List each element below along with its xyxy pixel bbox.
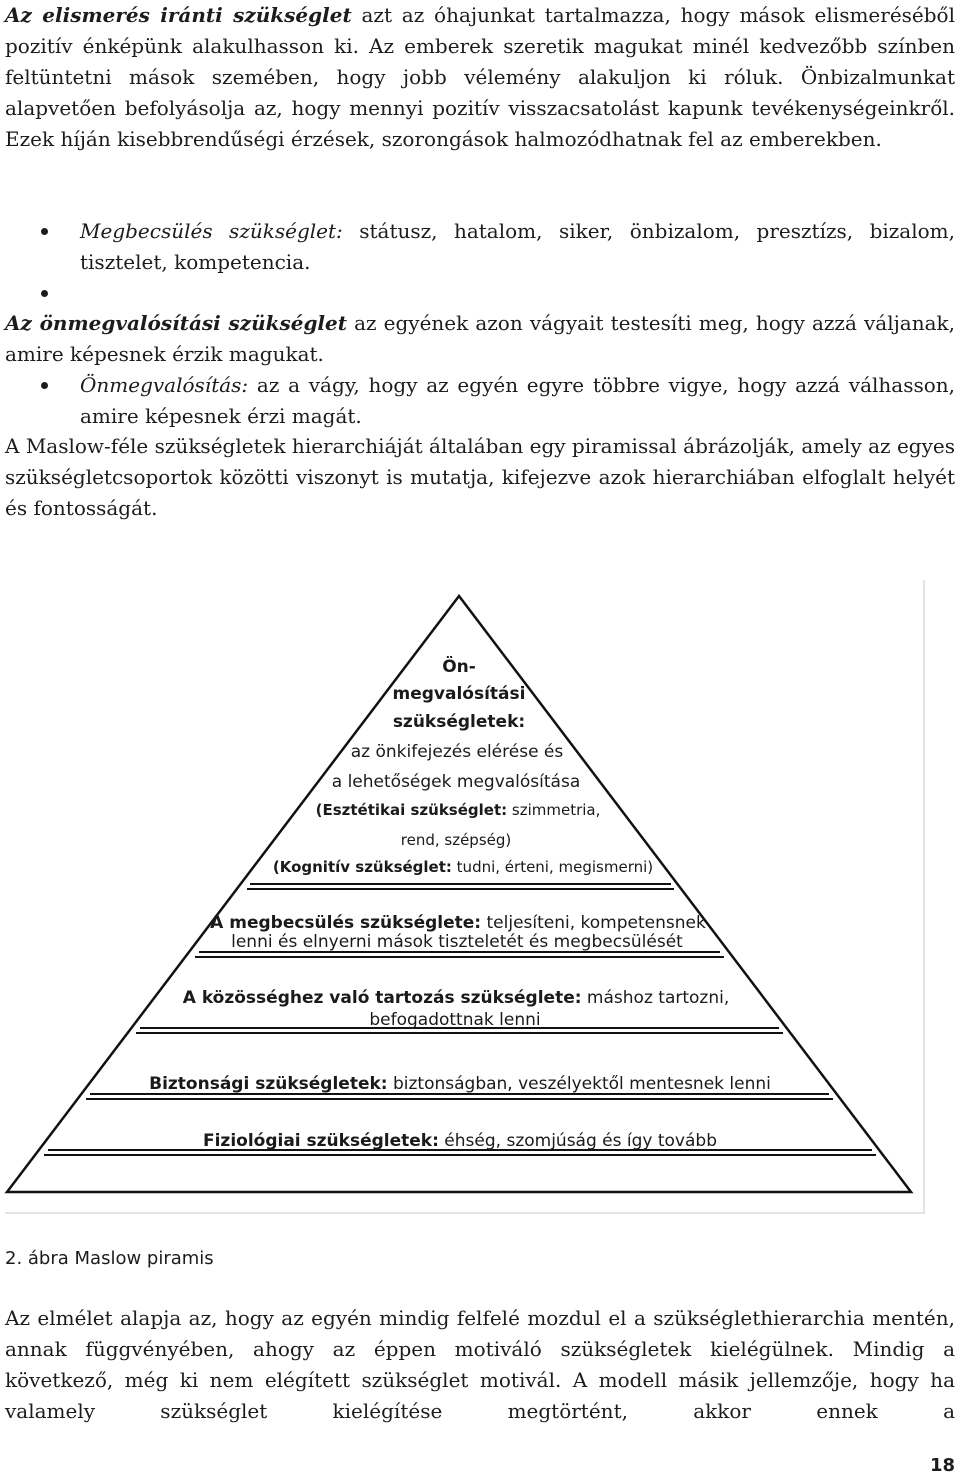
esteem-level-line2: lenni és elnyerni mások tiszteletét és megbecsülését bbox=[231, 932, 683, 952]
physiological-level bbox=[203, 1131, 717, 1151]
top-title-line1: Ön- bbox=[442, 657, 476, 677]
bullet-body: státusz, hatalom, siker, önbizalom, presztízs, bizalom, tisztelet, kompetencia. bbox=[80, 219, 955, 274]
esteem-level-label: A megbecsülés szükséglete: bbox=[210, 913, 482, 933]
term-self-actualization-need: Az önmegvalósítási szükséglet bbox=[5, 311, 347, 335]
cognitive-need bbox=[273, 858, 653, 876]
bullet-term: Megbecsülés szükséglet: bbox=[80, 219, 343, 243]
paragraph-text: az egyének azon vágyait testesíti meg, hogy azzá váljanak, amire képesnek érzik magukat. bbox=[5, 311, 955, 366]
bullet-term: Önmegvalósítás: bbox=[80, 373, 249, 397]
bullet-body: az a vágy, hogy az egyén egyre többre vigye, hogy azzá válhasson, amire képesnek érzi magát. bbox=[80, 373, 955, 428]
aesthetic-need-label: (Esztétikai szükséglet: bbox=[315, 801, 508, 819]
cognitive-need-label: (Kognitív szükséglet: bbox=[272, 858, 452, 876]
physiological-level-label: Fiziológiai szükségletek: bbox=[202, 1131, 439, 1151]
paragraph-text: azt az óhajunkat tartalmazza, hogy mások elismeréséből pozitív énképünk alakulhasson ki. Az emberek szeretik magukat minél kedvezőbb színben feltüntetni mások szemében, hogy jobb vélemény alakuljon ki róluk. Önbizalmunkat alapvetően befolyásolja az, hogy mennyi pozitív visszacsatolást kapunk tevékenységeinkről. Ezek híján kisebbrendűségi érzések, szorongások halmozódhatnak fel az emberekben. bbox=[5, 3, 955, 151]
safety-level-label: Biztonsági szükségletek: bbox=[149, 1074, 388, 1094]
top-desc-line1: az önkifejezés elérése és bbox=[350, 742, 564, 762]
safety-level-text: biztonságban, veszélyektől mentesnek lenni bbox=[387, 1074, 771, 1094]
physiological-level-text: éhség, szomjúság és így tovább bbox=[438, 1131, 718, 1151]
esteem-level-text: teljesíteni, kompetensnek bbox=[481, 913, 706, 933]
paragraph-theory-basis: Az elmélet alapja az, hogy az egyén mindig felfelé mozdul el a szükséglethierarchia mentén, annak függvényében, ahogy az éppen motiváló szükségletek kielégülnek. Mindig a következő, még ki nem elégített szükséglet motivál. A modell másik jellemzője, hogy ha valamely szükséglet kielégítése megtörtént, akkor ennek a bbox=[5, 1306, 955, 1423]
aesthetic-need-text: szimmetria, bbox=[507, 801, 601, 819]
belonging-level-text: máshoz tartozni, bbox=[581, 988, 730, 1008]
aesthetic-need bbox=[316, 801, 601, 819]
belonging-level-line2: befogadottnak lenni bbox=[369, 1010, 541, 1030]
paragraph-maslow-pyramid-intro: A Maslow-féle szükségletek hierarchiáját általában egy piramissal ábrázolják, amely az egyes szükségletcsoportok közötti viszonyt is mutatja, kifejezve azok hierarchiában elfoglalt helyét és fontosságát. bbox=[5, 434, 955, 520]
belonging-level-label: A közösséghez való tartozás szükséglete: bbox=[182, 988, 582, 1008]
top-desc-line2: a lehetőségek megvalósítása bbox=[331, 772, 581, 792]
term-esteem-need: Az elismerés iránti szükséglet bbox=[5, 3, 352, 27]
page-number: 18 bbox=[929, 1455, 955, 1476]
cognitive-need-text: tudni, érteni, megismerni) bbox=[451, 858, 654, 876]
top-title-line3: szükségletek: bbox=[392, 712, 526, 732]
aesthetic-need-line2: rend, szépség) bbox=[400, 831, 512, 849]
top-title-line2: megvalósítási bbox=[392, 684, 526, 704]
belonging-level-line1 bbox=[183, 988, 730, 1008]
figure-caption: 2. ábra Maslow piramis bbox=[5, 1248, 214, 1269]
safety-level bbox=[149, 1074, 771, 1094]
esteem-level-line1 bbox=[210, 913, 706, 933]
